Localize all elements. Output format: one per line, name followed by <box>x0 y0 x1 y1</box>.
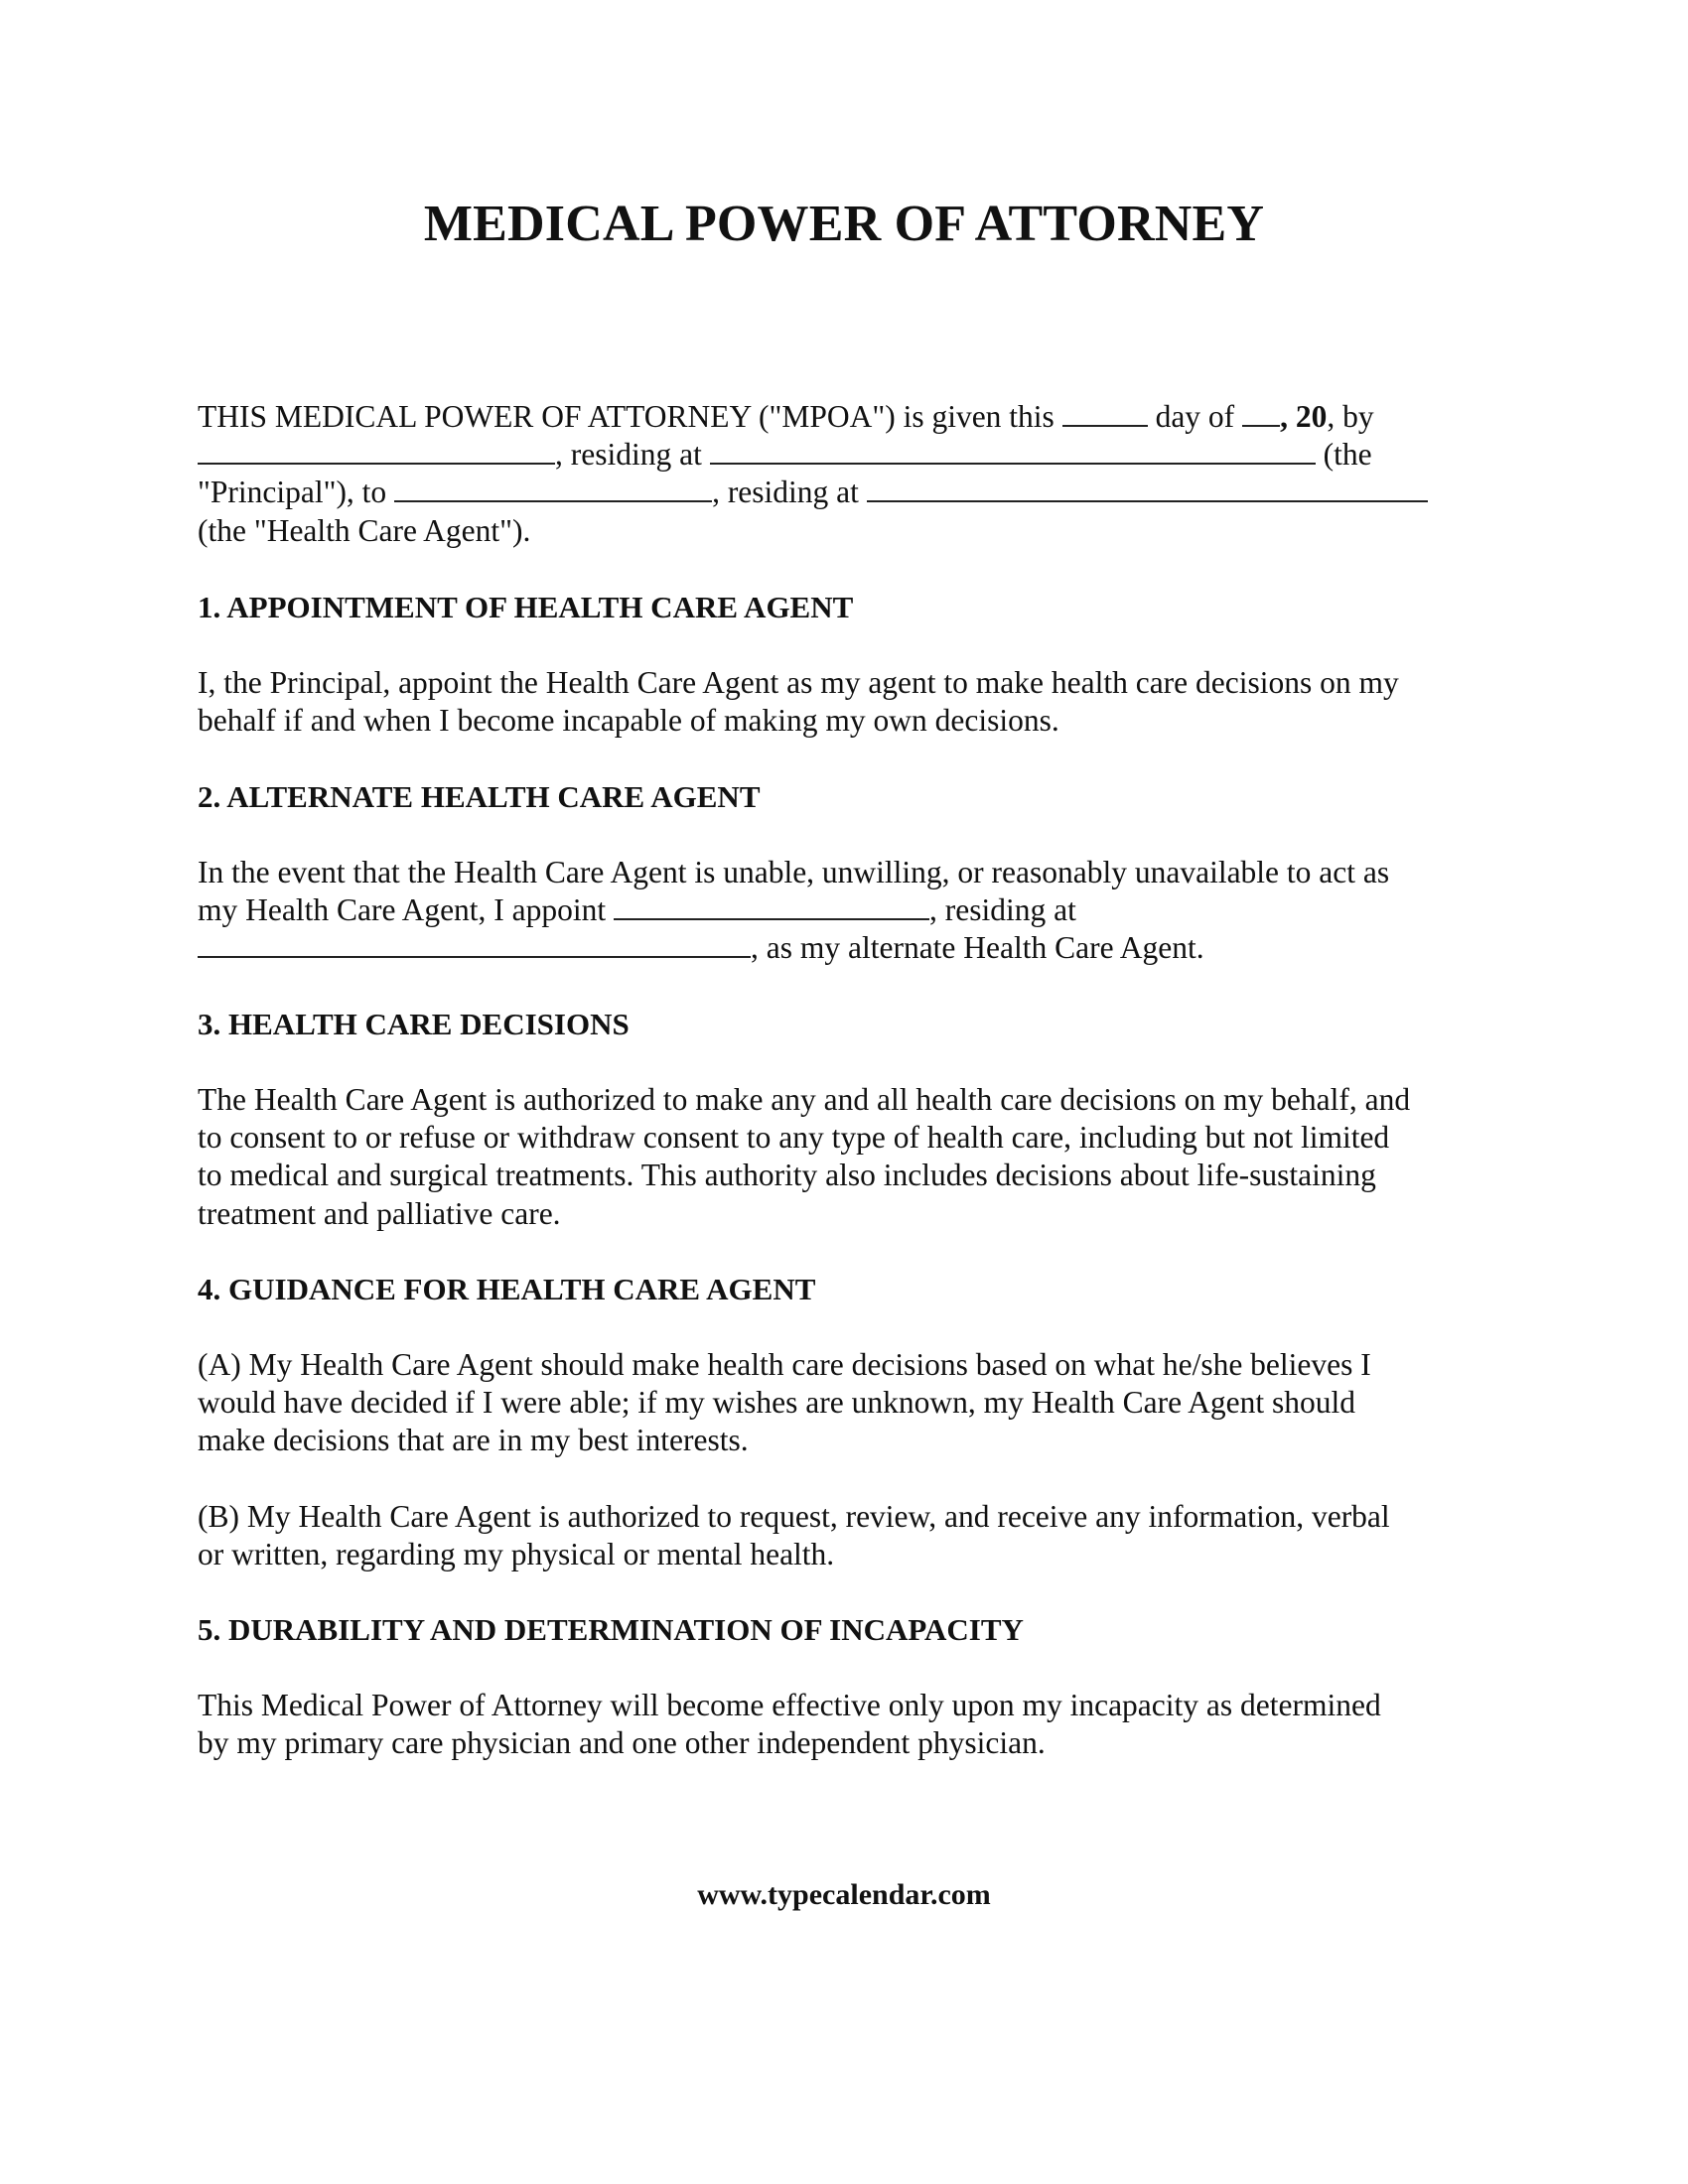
section-2-line <box>198 891 1488 929</box>
alternate-agent-address-blank-field[interactable] <box>198 929 751 958</box>
intro-paragraph <box>198 398 1488 550</box>
section-2-text: , as my alternate Health Care Agent. <box>751 930 1204 966</box>
intro-text: , residing at <box>555 437 710 473</box>
section-5-body <box>198 1687 1488 1762</box>
intro-text: day of <box>1147 399 1243 434</box>
section-3-line: to medical and surgical treatments. This authority also includes decisions about life-sustaining <box>198 1158 1376 1193</box>
section-2-text: my Health Care Agent, I appoint <box>198 892 615 928</box>
footer-website-link[interactable]: www.typecalendar.com <box>697 1878 991 1911</box>
alternate-agent-name-blank-field[interactable] <box>614 891 929 920</box>
section-3-body <box>198 1081 1488 1233</box>
month-blank-field[interactable] <box>1242 398 1280 427</box>
day-blank-field[interactable] <box>1062 398 1148 427</box>
principal-name-blank-field[interactable] <box>198 436 555 465</box>
intro-line-4: (the "Health Care Agent"). <box>198 512 531 548</box>
section-3-line: treatment and palliative care. <box>198 1195 561 1231</box>
section-2-line <box>198 929 1488 967</box>
section-4-line: (A) My Health Care Agent should make health care decisions based on what he/she believes I <box>198 1347 1371 1382</box>
document-title: MEDICAL POWER OF ATTORNEY <box>423 196 1265 252</box>
section-1-body <box>198 664 1488 740</box>
intro-text: "Principal"), to <box>198 475 395 510</box>
section-3-heading: 3. HEALTH CARE DECISIONS <box>198 1007 630 1041</box>
intro-text: (the <box>1315 437 1372 473</box>
section-5-line: by my primary care physician and one other independent physician. <box>198 1725 1046 1761</box>
section-1-line: behalf if and when I become incapable of making my own decisions. <box>198 703 1059 739</box>
section-3-line: to consent to or refuse or withdraw consent to any type of health care, including but not limited <box>198 1120 1390 1156</box>
section-1-heading: 1. APPOINTMENT OF HEALTH CARE AGENT <box>198 590 854 624</box>
section-3-line: The Health Care Agent is authorized to make any and all health care decisions on my behalf, and <box>198 1082 1411 1117</box>
intro-text: THIS MEDICAL POWER OF ATTORNEY ("MPOA") is given this <box>198 399 1062 434</box>
intro-line-3 <box>198 474 1488 511</box>
intro-text: , by <box>1327 399 1374 434</box>
section-5-line: This Medical Power of Attorney will become effective only upon my incapacity as determined <box>198 1688 1381 1722</box>
section-2-text: , residing at <box>929 892 1076 928</box>
agent-name-blank-field[interactable] <box>394 474 712 502</box>
section-4-para-a <box>198 1346 1488 1460</box>
section-4-heading: 4. GUIDANCE FOR HEALTH CARE AGENT <box>198 1272 816 1306</box>
year-prefix: , 20 <box>1280 399 1328 434</box>
principal-address-blank-field[interactable] <box>710 436 1316 465</box>
agent-address-blank-field[interactable] <box>867 474 1428 502</box>
section-4-line: would have decided if I were able; if my wishes are unknown, my Health Care Agent should <box>198 1385 1356 1421</box>
section-4-para-b <box>198 1498 1488 1573</box>
section-2-body <box>198 854 1488 968</box>
intro-text: , residing at <box>712 475 867 510</box>
section-2-heading: 2. ALTERNATE HEALTH CARE AGENT <box>198 779 761 814</box>
section-4-line: make decisions that are in my best interests. <box>198 1423 749 1458</box>
section-4-line: (B) My Health Care Agent is authorized to request, review, and receive any information, verbal <box>198 1499 1390 1534</box>
section-5-heading: 5. DURABILITY AND DETERMINATION OF INCAPACITY <box>198 1612 1024 1647</box>
intro-line-2 <box>198 436 1488 474</box>
section-1-line: I, the Principal, appoint the Health Care Agent as my agent to make health care decisions on my <box>198 665 1399 700</box>
intro-line-1 <box>198 398 1488 436</box>
section-4-line: or written, regarding my physical or mental health. <box>198 1537 835 1572</box>
section-2-line: In the event that the Health Care Agent is unable, unwilling, or reasonably unavailable to act as <box>198 855 1390 889</box>
